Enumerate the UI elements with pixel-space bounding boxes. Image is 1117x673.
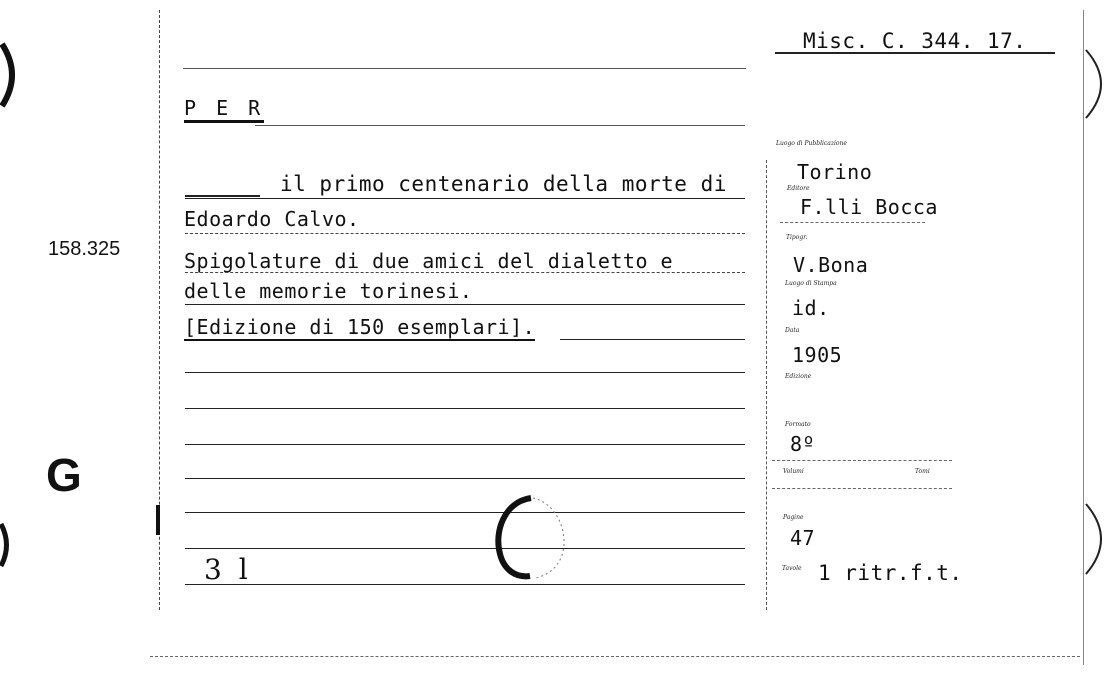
stamp-mark (486, 492, 572, 584)
title-rule-5 (560, 339, 745, 340)
side-number: 158.325 (48, 238, 121, 260)
blank-line (185, 584, 745, 585)
tomi-label: Tomi (915, 468, 930, 475)
tipogr-value: V.Bona (793, 253, 869, 277)
meta-rule (780, 222, 925, 223)
meta-column-divider (766, 160, 767, 610)
meta-rule (772, 488, 952, 489)
binding-mark (156, 505, 160, 535)
title-blank-line (185, 195, 260, 197)
punch-hole-left-top (0, 40, 24, 110)
meta-rule (772, 460, 952, 461)
blank-line (185, 478, 745, 479)
edizione-label: Edizione (785, 373, 812, 380)
handwritten-note: 3 l (204, 553, 252, 586)
title-rule-0 (255, 125, 745, 126)
blank-line (185, 444, 745, 445)
title-rule-4 (185, 304, 745, 305)
card-bottom-edge (150, 656, 1080, 657)
luogo-stampa-value: id. (792, 296, 830, 320)
blank-line (185, 372, 745, 373)
title-line-2: Edoardo Calvo. (184, 207, 360, 231)
editore-label: Editore (787, 185, 810, 192)
pagine-value: 47 (790, 526, 816, 550)
pagine-label: Pagine (783, 514, 804, 521)
side-letter: G (46, 449, 82, 501)
luogo-stampa-label: Luogo di Stampa (785, 280, 837, 287)
title-rule-2 (185, 233, 745, 234)
tavole-label: Tavole (782, 565, 802, 572)
punch-hole-right-top (1084, 48, 1114, 120)
blank-line (185, 548, 745, 549)
data-label: Data (785, 327, 800, 334)
shelfmark: Misc. C. 344. 17. (803, 29, 1027, 53)
title-line-1: il primo centenario della morte di (280, 172, 727, 196)
blank-line (185, 408, 745, 409)
header-rule (183, 68, 746, 69)
title-rule-1 (185, 198, 745, 199)
tavole-value: 1 ritr.f.t. (818, 561, 963, 585)
punch-hole-right-bottom (1084, 502, 1114, 576)
title-per: P E R (184, 96, 264, 123)
luogo-label: Luogo di Pubblicazione (776, 140, 847, 147)
shelfmark-rule (775, 52, 1055, 54)
luogo-value: Torino (797, 160, 873, 184)
volumi-label: Volumi (783, 468, 804, 475)
editore-value: F.lli Bocca (800, 195, 938, 219)
title-line-4: delle memorie torinesi. (184, 279, 473, 303)
blank-line (185, 512, 745, 513)
formato-value: 8º (790, 432, 816, 456)
title-line-5: [Edizione di 150 esemplari]. (184, 315, 536, 339)
data-value: 1905 (792, 343, 843, 367)
formato-label: Formato (785, 421, 811, 428)
title-rule-3 (185, 272, 745, 273)
tipogr-label: Tipogr. (786, 234, 808, 241)
title-line-3: Spigolature di due amici del dialetto e (184, 249, 674, 273)
punch-hole-left-bottom (0, 520, 12, 570)
